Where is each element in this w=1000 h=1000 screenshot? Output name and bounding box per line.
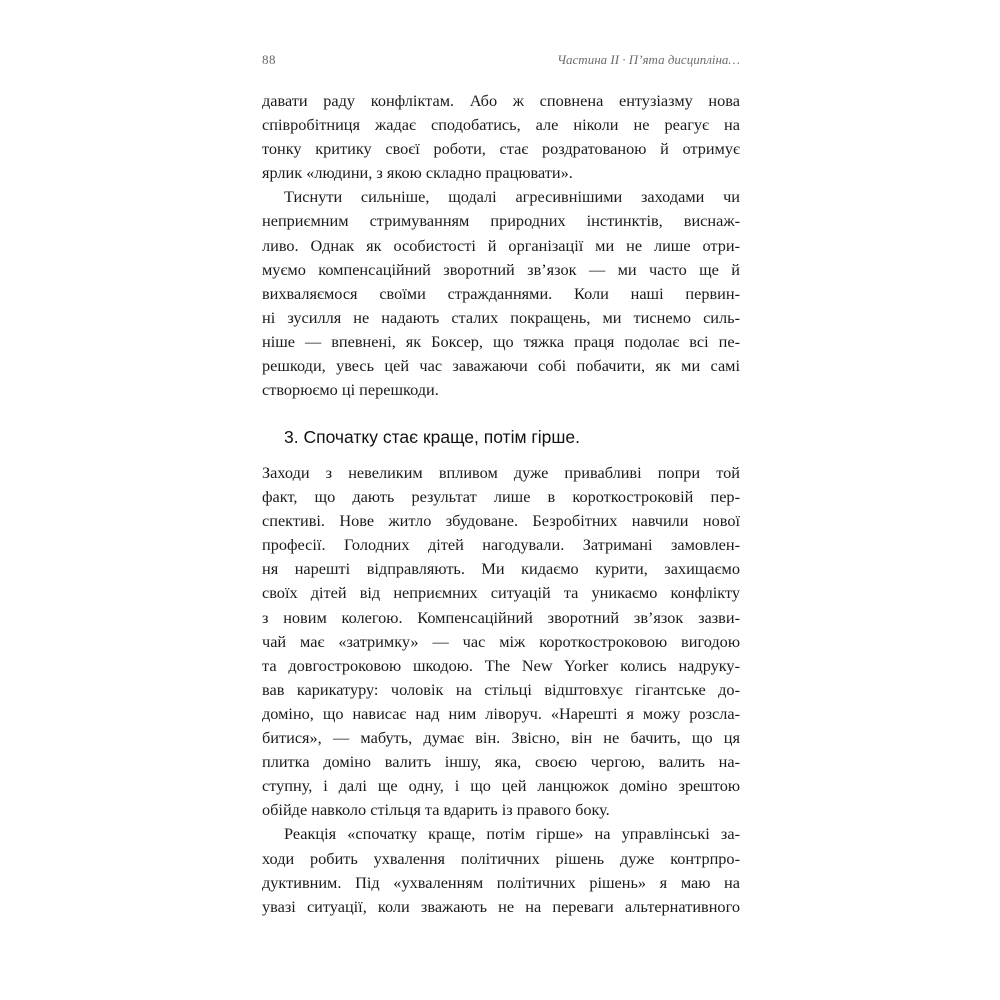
- text-line: увазі ситуації, коли зважають не на переваги альтернативного: [262, 896, 740, 916]
- text-line: ходи робить ухвалення політичних рішень дуже контрпро-: [262, 848, 740, 868]
- text-block-top: [262, 89, 740, 402]
- text-line: доміно, що нависає над ним ліворуч. «Нарешті я можу розсла-: [262, 703, 740, 723]
- text-line: ливо. Однак як особистості й організації ми не лише отри-: [262, 235, 740, 255]
- text-line: битися», — мабуть, думає він. Звісно, він не бачить, що ця: [262, 728, 740, 748]
- page-number: 88: [262, 52, 276, 67]
- text-line: своїх дітей від неприємних ситуацій та уникаємо конфлікту: [262, 583, 740, 603]
- text-line: обійде навколо стільця та вдарить із правого боку.: [262, 800, 610, 820]
- text-line: дуктивним. Під «ухваленням політичних рішень» я маю на: [262, 872, 740, 892]
- text-block-bottom: [262, 461, 740, 919]
- text-line: ступну, і далі ще одну, і що цей ланцюжок доміно зрештою: [262, 776, 740, 796]
- text-line: ні зусилля не надають сталих покращень, ми тиснемо силь-: [262, 307, 740, 327]
- text-line: вихваляємося своїми стражданнями. Коли наші первин-: [262, 283, 740, 303]
- text-line: решкоди, увесь цей час заважаючи собі побачити, як ми самі: [262, 356, 740, 376]
- text-line: з новим колегою. Компенсаційний зворотний зв’язок зазви-: [262, 607, 740, 627]
- text-line: ніше — впевнені, як Боксер, що тяжка праця подолає всі пе-: [262, 331, 740, 351]
- text-line: давати раду конфліктам. Або ж сповнена ентузіазму нова: [262, 91, 740, 110]
- text-line: та довгостроковою шкодою. The New Yorker колись надруку-: [262, 655, 740, 675]
- text-line: співробітниця жадає сподобатись, але ніколи не реагує на: [262, 115, 740, 135]
- paragraph-4: [262, 822, 740, 918]
- text-line: Реакція «спочатку краще, потім гірше» на управлінські за-: [284, 824, 740, 844]
- text-line: плитка доміно валить іншу, яка, своєю чергою, валить на-: [262, 752, 740, 772]
- text-line: ярлик «людини, з якою складно працювати».: [262, 163, 573, 183]
- text-line: Заходи з невеликим впливом дуже привабливі попри той: [262, 463, 740, 482]
- running-header: [262, 52, 740, 68]
- paragraph-3: [262, 461, 740, 822]
- text-line: чай має «затримку» — час між короткостроковою вигодою: [262, 631, 740, 651]
- text-line: факт, що дають результат лише в короткостроковій пер-: [262, 487, 740, 507]
- text-line: вав карикатуру: чоловік на стільці відштовхує гігантське до-: [262, 679, 740, 699]
- paragraph-2: [262, 185, 740, 402]
- section-heading: 3. Спочатку стає краще, потім гірше.: [284, 427, 580, 447]
- text-line: Тиснути сильніше, щодалі агресивнішими заходами чи: [284, 187, 740, 207]
- paragraph-1: [262, 89, 740, 185]
- text-line: спективі. Нове житло збудоване. Безробітних навчили нової: [262, 511, 740, 531]
- chapter-title: Частина ІІ · П’ята дисципліна…: [557, 52, 740, 67]
- text-line: муємо компенсаційний зворотний зв’язок — ми часто ще й: [262, 259, 740, 279]
- text-line: створюємо ці перешкоди.: [262, 380, 439, 400]
- text-line: неприємним стримуванням природних інстинктів, виснаж-: [262, 211, 740, 231]
- text-line: професії. Голодних дітей нагодували. Затримані замовлен-: [262, 535, 740, 555]
- text-line: тонку критику своєї роботи, стає роздратованою й отримує: [262, 139, 740, 159]
- text-line: ня нарешті відправляють. Ми кидаємо курити, захищаємо: [262, 559, 740, 579]
